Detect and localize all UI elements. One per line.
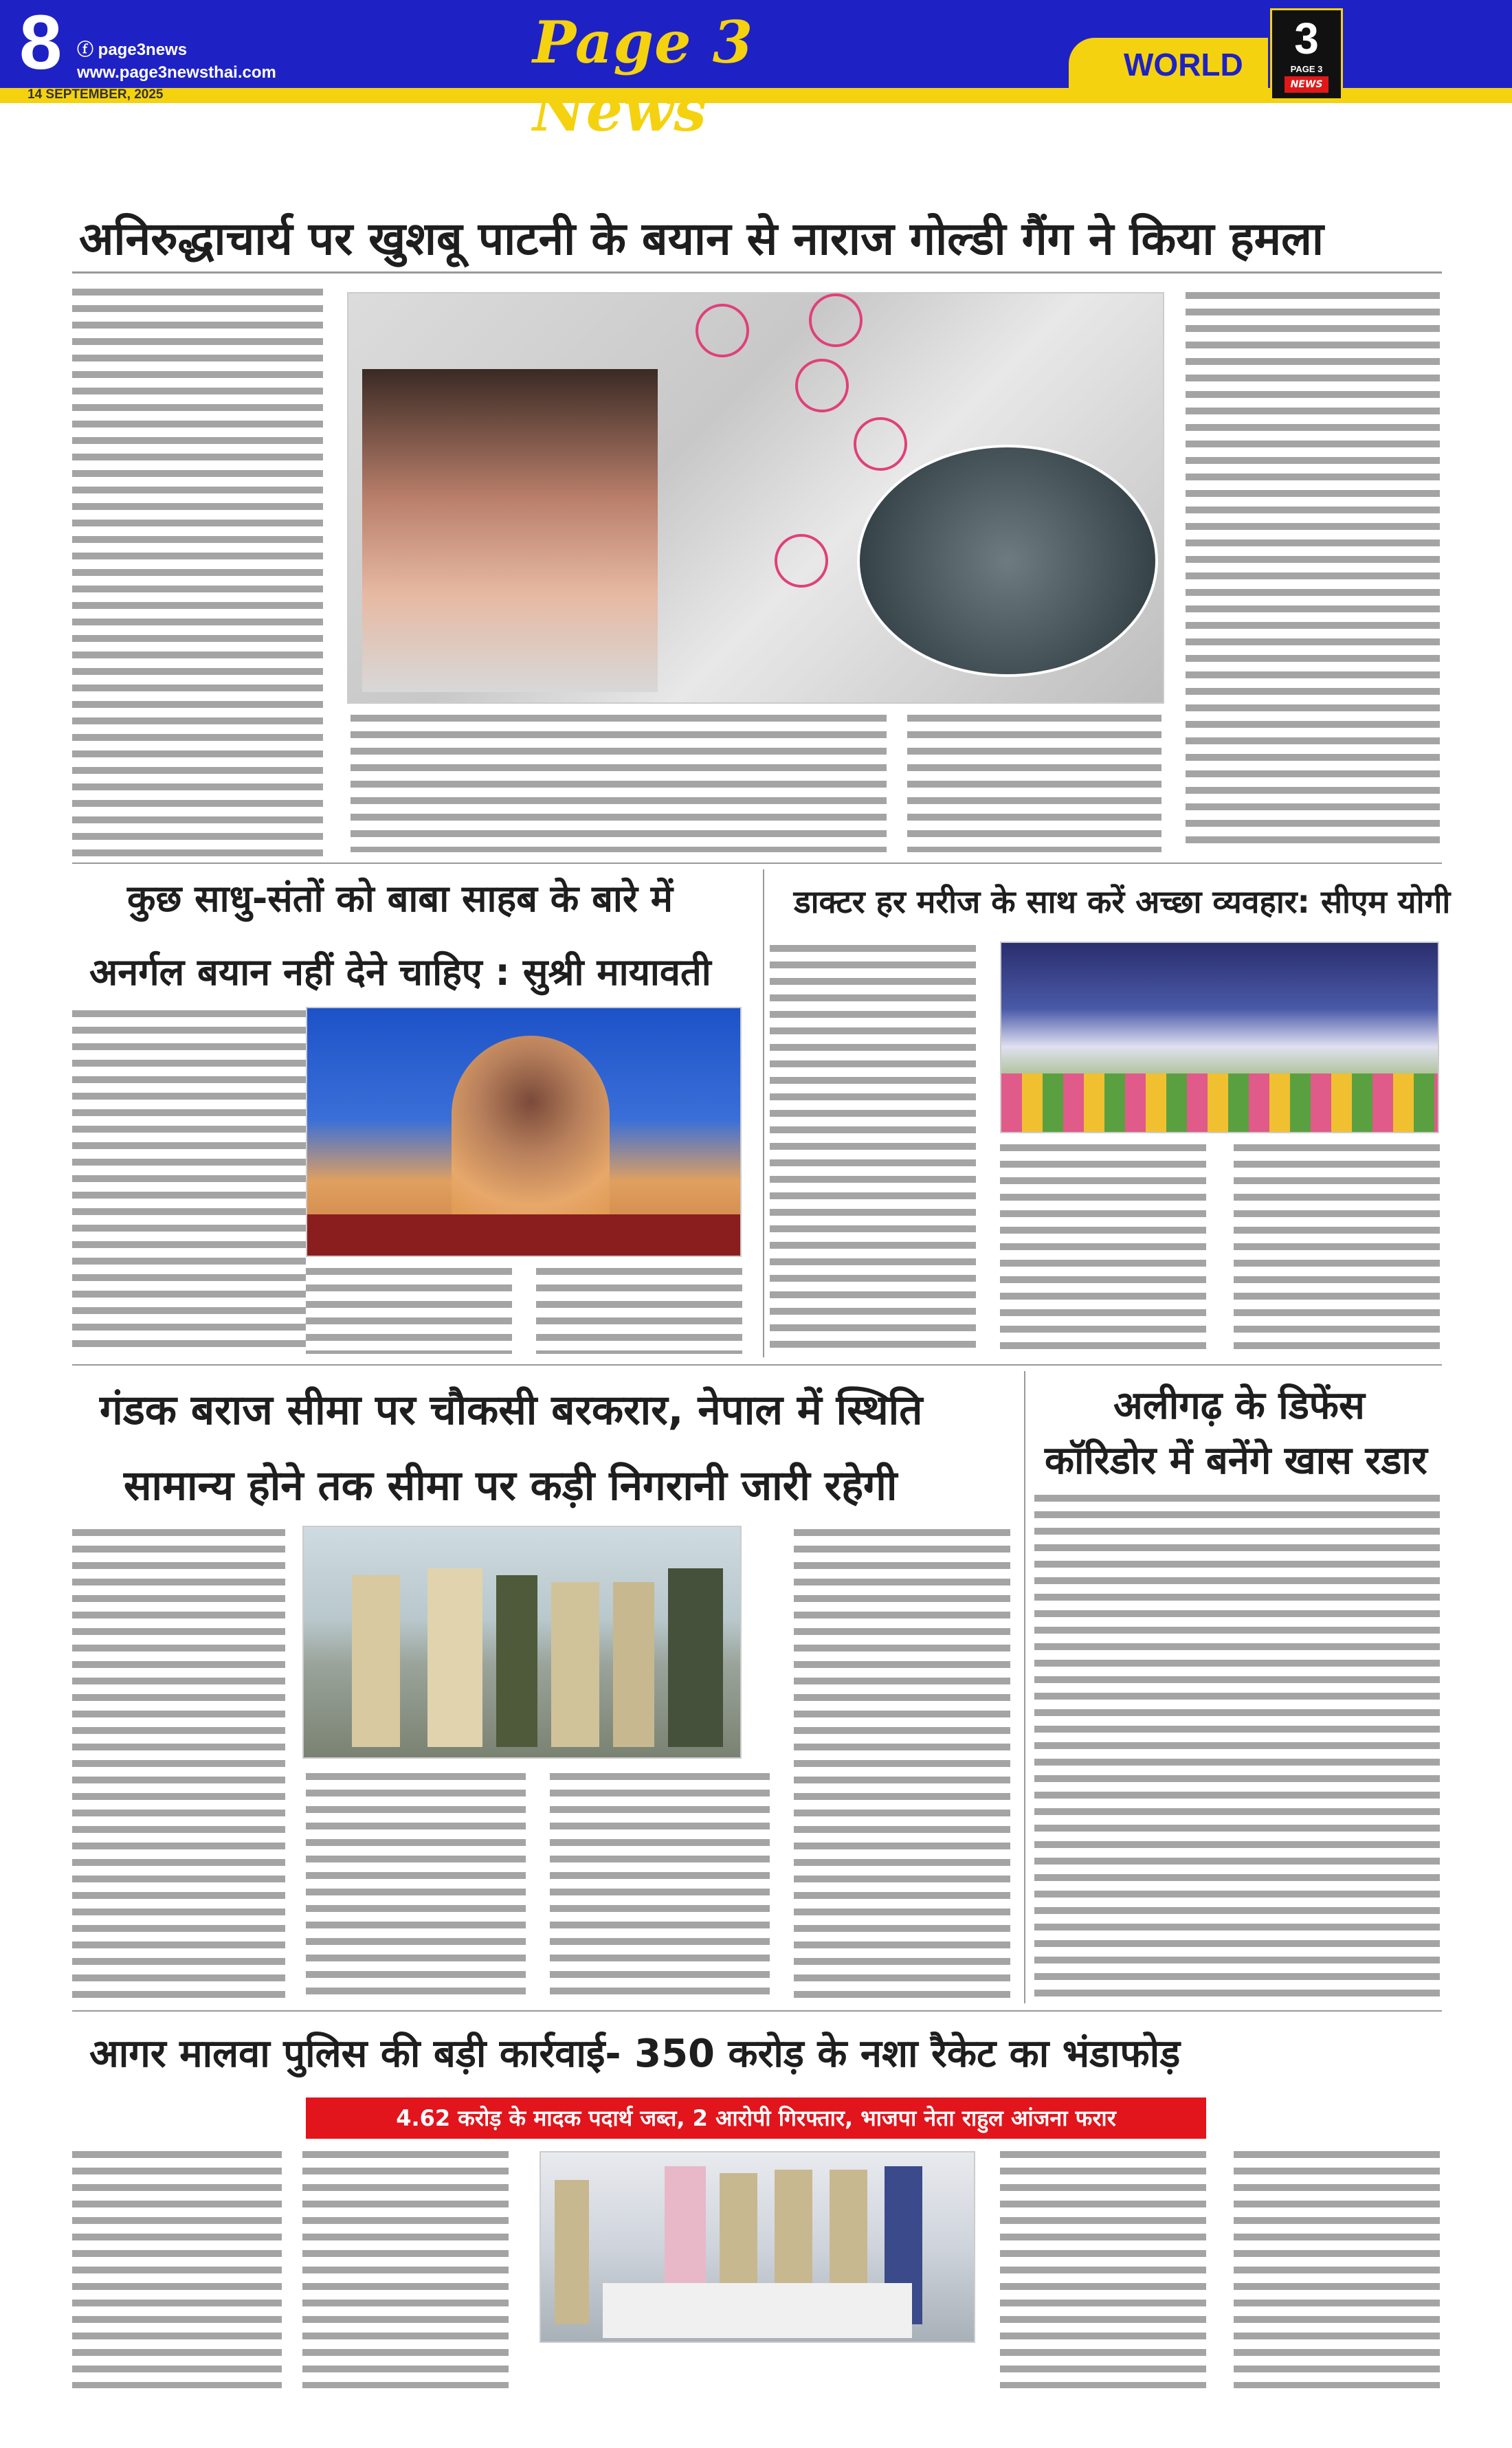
publication-date: 14 SEPTEMBER, 2025 xyxy=(27,87,164,102)
story-6-text-column xyxy=(1000,2151,1206,2388)
facebook-icon: ⓕ xyxy=(77,41,98,59)
story-4-text-column xyxy=(794,1529,1010,2000)
story-4-text-column xyxy=(72,1529,285,2000)
story-3-text-column xyxy=(1234,1144,1440,1354)
story-2-headline-line2: अनर्गल बयान नहीं देने चाहिए : सुश्री मायावती xyxy=(89,950,711,994)
story-1-text-column xyxy=(907,715,1161,852)
seized-items xyxy=(603,2283,912,2338)
divider xyxy=(1024,1371,1025,2003)
story-6-subheadline-banner xyxy=(306,2098,1206,2139)
story-2-text-column xyxy=(536,1268,742,1354)
story-6-headline: आगर मालवा पुलिस की बड़ी कार्रवाई- 350 करोड़ के नशा रैकेट का भंडाफोड़ xyxy=(89,2032,1181,2076)
story-6-text-column xyxy=(1234,2151,1440,2388)
divider xyxy=(763,869,764,1357)
divider xyxy=(72,863,1442,864)
officer-figure xyxy=(668,1568,723,1747)
story-4-text-column xyxy=(306,1773,526,2000)
section-tab xyxy=(1069,38,1268,103)
divider xyxy=(72,1364,1442,1366)
highlight-circle xyxy=(795,359,849,412)
officer-figure xyxy=(352,1575,400,1747)
masthead xyxy=(0,0,1370,144)
officer-figure xyxy=(555,2180,589,2324)
officer-figure xyxy=(427,1568,482,1747)
story-5-headline-line1: अलीगढ़ के डिफेंस xyxy=(1113,1383,1365,1428)
story-6-text-column xyxy=(72,2151,282,2388)
website-link[interactable]: www.page3newsthai.com xyxy=(77,63,276,82)
story-1-text-column xyxy=(72,289,323,859)
flower-decoration xyxy=(1001,1073,1438,1132)
logo-text: Page 3 News xyxy=(533,8,754,144)
story-3-headline: डाक्टर हर मरीज के साथ करें अच्छा व्यवहार: सीएम योगी xyxy=(794,883,1451,920)
badge-number: 3 xyxy=(1294,14,1319,63)
story-3-text-column xyxy=(1000,1144,1206,1354)
story-4-headline-line1: गंडक बराज सीमा पर चौकसी बरकरार, नेपाल में स्थिति xyxy=(100,1386,923,1434)
story-1-text-column xyxy=(1186,292,1440,852)
story-3-text-column xyxy=(770,945,976,1357)
story-5-headline-line2: कॉरिडोर में बनेंगे खास रडार xyxy=(1045,1438,1427,1483)
story-2-text-column xyxy=(306,1268,512,1354)
story-1-text-column xyxy=(351,715,887,852)
highlight-circle xyxy=(854,417,907,471)
highlight-circle xyxy=(696,304,749,357)
section-label: WORLD xyxy=(1124,47,1243,82)
social-handle xyxy=(77,36,187,60)
story-4-text-column xyxy=(550,1773,770,2000)
story-5-text-column xyxy=(1034,1495,1440,2003)
story-1-headline: अनिरुद्धाचार्य पर खुशबू पाटनी के बयान से नाराज गोल्डी गैंग ने किया हमला xyxy=(79,212,1324,265)
story-2-photo xyxy=(306,1007,742,1257)
badge-news-tag: NEWS xyxy=(1285,76,1328,93)
highlight-circle xyxy=(775,534,828,588)
story-4-headline-line2: सामान्य होने तक सीमा पर कड़ी निगरानी जारी रहेगी xyxy=(124,1462,898,1510)
story-6-text-column xyxy=(302,2151,509,2388)
highlight-circle xyxy=(809,293,863,347)
divider xyxy=(72,271,1442,274)
portrait-inset xyxy=(362,369,658,692)
officer-figure xyxy=(496,1575,537,1747)
story-2-text-column xyxy=(72,1010,306,1354)
officer-figure xyxy=(613,1582,654,1747)
story-4-photo xyxy=(302,1526,742,1759)
story-6-subheadline: 4.62 करोड़ के मादक पदार्थ जब्त, 2 आरोपी गिरफ्तार, भाजपा नेता राहुल आंजना फरार xyxy=(396,2105,1116,2131)
divider xyxy=(72,2010,1442,2012)
podium-table xyxy=(307,1214,740,1256)
officer-figure xyxy=(551,1582,599,1747)
story-2-headline-line1: कुछ साधु-संतों को बाबा साहब के बारे में xyxy=(127,877,674,920)
cctv-inset xyxy=(857,445,1158,677)
story-1-photo xyxy=(347,292,1164,704)
social-handle-text: page3news xyxy=(98,41,188,59)
badge-subtitle: PAGE 3 xyxy=(1290,64,1323,74)
story-6-photo xyxy=(540,2151,975,2343)
page-number: 8 xyxy=(19,0,63,85)
brand-badge xyxy=(1270,8,1343,100)
story-3-photo xyxy=(1000,942,1439,1133)
newspaper-logo xyxy=(533,8,918,144)
